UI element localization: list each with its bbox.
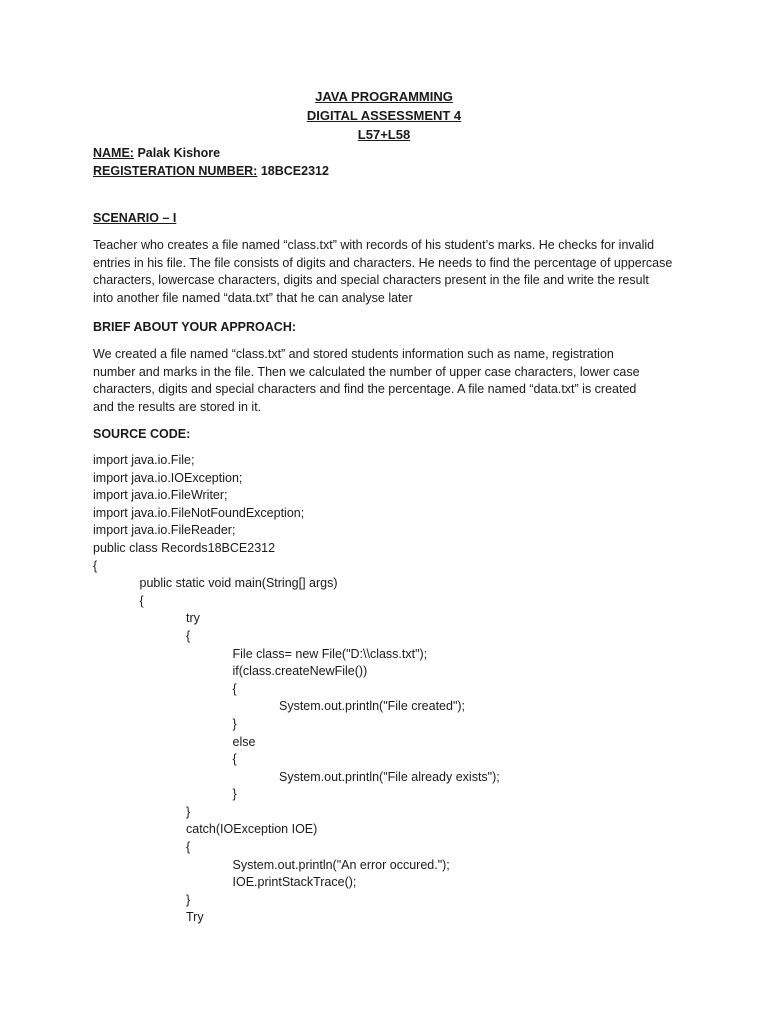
- source-code-heading: SOURCE CODE:: [93, 427, 191, 441]
- code-line: import java.io.IOException;: [93, 470, 243, 485]
- name-label: NAME:: [93, 146, 134, 160]
- code-line: import java.io.FileReader;: [93, 523, 236, 538]
- approach-paragraph: [93, 346, 683, 416]
- code-line: try: [186, 611, 200, 626]
- slot-title: L57+L58: [357, 127, 411, 142]
- assessment-title: DIGITAL ASSESSMENT 4: [306, 108, 462, 123]
- code-line: public class Records18BCE2312: [93, 540, 276, 555]
- scenario-line: into another file named “data.txt” that he can analyse later: [93, 290, 413, 305]
- scenario-line: characters, lowercase characters, digits and special characters present in the file and write the result: [93, 273, 649, 287]
- code-line: System.out.println("File created");: [279, 699, 466, 714]
- code-line: {: [186, 628, 191, 643]
- approach-line: characters, digits and special characters and find the percentage. A file named “data.txt” is created: [93, 382, 637, 396]
- registration-number: [93, 163, 329, 180]
- course-title: JAVA PROGRAMMING: [315, 89, 453, 104]
- code-line: import java.io.File;: [93, 453, 195, 467]
- code-line: Try: [186, 910, 204, 925]
- source-code-block: [93, 452, 500, 927]
- scenario-line: entries in his file. The file consists of digits and characters. He needs to find the percentage of uppercase: [93, 255, 673, 270]
- name-value: Palak Kishore: [133, 146, 221, 160]
- code-line: System.out.println("File already exists");: [279, 769, 500, 784]
- code-line: public static void main(String[] args): [139, 576, 338, 591]
- approach-heading: BRIEF ABOUT YOUR APPROACH:: [93, 320, 297, 334]
- code-line: }: [232, 787, 237, 802]
- code-line: catch(IOException IOE): [186, 822, 318, 837]
- code-line: }: [186, 892, 191, 907]
- scenario-paragraph: [93, 237, 683, 307]
- code-line: }: [186, 804, 191, 819]
- approach-line: and the results are stored in it.: [93, 399, 262, 414]
- reg-value: 18BCE2312: [257, 164, 329, 178]
- code-line: import java.io.FileNotFoundException;: [93, 505, 305, 520]
- code-line: }: [232, 716, 237, 731]
- code-line: {: [93, 558, 98, 573]
- code-line: {: [232, 681, 237, 696]
- scenario-heading: SCENARIO – I: [93, 211, 177, 225]
- code-line: System.out.println("An error occured.");: [232, 857, 450, 872]
- code-line: {: [139, 593, 144, 608]
- code-line: import java.io.FileWriter;: [93, 488, 228, 503]
- approach-line: number and marks in the file. Then we calculated the number of upper case characters, lower case: [93, 364, 640, 379]
- approach-line: We created a file named “class.txt” and stored students information such as name, registration: [93, 347, 614, 361]
- reg-label: REGISTERATION NUMBER:: [93, 164, 258, 178]
- code-line: {: [186, 840, 191, 855]
- student-name: [93, 145, 220, 162]
- code-line: IOE.printStackTrace();: [232, 875, 357, 890]
- scenario-line: Teacher who creates a file named “class.txt” with records of his student’s marks. He checks for invalid: [93, 238, 655, 252]
- code-line: File class= new File("D:\\class.txt");: [232, 646, 428, 661]
- code-line: if(class.createNewFile()): [232, 664, 368, 679]
- code-line: else: [232, 734, 256, 749]
- code-line: {: [232, 752, 237, 767]
